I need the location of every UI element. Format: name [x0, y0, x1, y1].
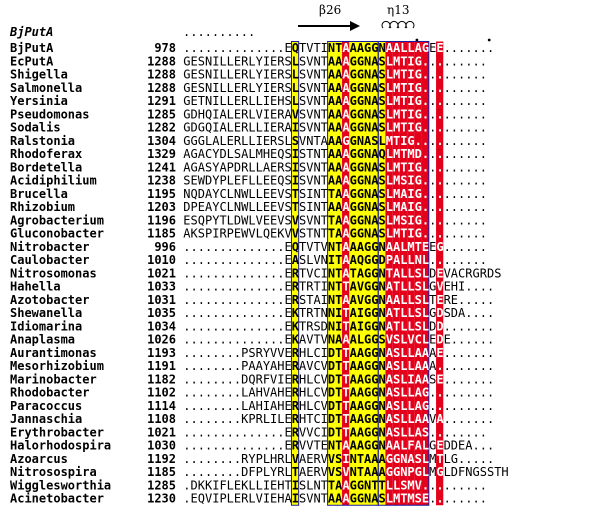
helix-turn: [390, 21, 398, 28]
alignment-row: [10, 41, 494, 55]
species-name: Nitrosomonas: [10, 266, 97, 281]
species-name: Erythrobacter: [10, 425, 104, 440]
start-position: 1031: [147, 292, 176, 307]
alignment-row: [10, 372, 494, 386]
start-position: 1010: [147, 253, 176, 267]
species-name: Agrobacterium: [10, 213, 104, 228]
start-position: 996: [154, 239, 176, 254]
residue-sequence: GGGLALERLLIERSLSVNTAAAGGNASLMTIG..........: [183, 133, 487, 148]
alignment-row: [10, 293, 494, 307]
residue-sequence: ..............ERTVCINTATAGGNTALLSLDEVACRGRDS: [183, 266, 502, 281]
alignment-row: [10, 240, 487, 254]
residue-sequence: ........PAAYAHERAVCVDTTAAGGNASLLAAA........: [183, 359, 495, 373]
species-name: Ralstonia: [10, 133, 76, 148]
species-name: Rhodoferax: [10, 147, 83, 161]
residue-sequence: GESNILLERLYIERSLSVNTAAAGGNASLMTIG.........: [183, 54, 487, 69]
residue-sequence: .EQVIPLERLVIEHAISVNTAAAGGNASLMTMSE........: [183, 491, 487, 506]
start-position: 1203: [147, 200, 176, 214]
start-position: 1026: [147, 332, 176, 347]
alignment-row: [10, 121, 487, 135]
species-name: Aurantimonas: [10, 345, 97, 360]
residue-sequence: ..............ERSTAINTAAVGGNAALLSLTERE.....: [183, 292, 495, 307]
helix-turn: [382, 21, 390, 28]
residue-sequence: GESNILLERLYIERSLSVNTAAAGGNASLMTIG.........: [183, 80, 487, 95]
alignment-row: [10, 359, 494, 373]
species-name: Shigella: [10, 67, 68, 82]
residue-sequence: GDHQIALERLVIERAVSVNTAAAGGNASLMTIG.........: [183, 107, 487, 122]
helix-turn: [406, 21, 414, 28]
alignment-row: [10, 253, 487, 267]
species-name: Salmonella: [10, 80, 83, 95]
alignment-row: [10, 280, 494, 294]
alignment-row: [10, 492, 487, 506]
residue-sequence: ........KPRLILERHTCIDTTAAGGNASLLAAVA.......: [183, 412, 495, 426]
species-name: Hahella: [10, 279, 61, 294]
species-name: Anaplasma: [10, 332, 76, 347]
reference-sequence: ..........: [183, 25, 256, 39]
start-position: 1191: [147, 359, 176, 373]
helix-turn: [398, 21, 406, 28]
alignment-row: [10, 213, 487, 227]
species-name: Jannaschia: [10, 412, 83, 426]
alignment-row: [10, 68, 487, 82]
species-name: Halorhodospira: [10, 438, 112, 453]
residue-sequence: GETNILLERLLIEHSLSVNTAAAGGNASLMTIG.........: [183, 94, 487, 108]
alignment-row: [10, 386, 494, 400]
alignment-row: [10, 94, 487, 108]
residue-sequence: ........DQRFVIERHLCVDTTAAGGNASLIAASE.......: [183, 372, 495, 387]
residue-sequence: ..............EKTRTNNITAIGGNATLLSLGDSDA....: [183, 306, 495, 320]
alignment-row: [10, 465, 509, 479]
alignment-row: [10, 425, 487, 439]
residue-sequence: ........PSRYVVERHLCIDTTAAGGNASLLAAAE.......: [183, 345, 495, 360]
species-name: Acinetobacter: [10, 491, 104, 506]
residue-sequence: GDGQIALERLLIERAISVNTAAAGGNASLMTIG.........: [183, 120, 487, 135]
residue-sequence: ..............EQTVTVNTAAAGGNAALMTEEG......: [183, 239, 487, 254]
species-name: Nitrobacter: [10, 239, 90, 254]
beta-strand-arrow: [298, 21, 360, 31]
residue-sequence: SEWDYPLEFLLEEQSISVNTAAAGGNASLMSIG.........: [183, 173, 487, 188]
residue-sequence: ..............EASLVNITAAQGGDPALLNL........: [183, 253, 487, 267]
alignment-row: [10, 134, 487, 148]
alignment-row: [10, 412, 494, 426]
start-position: 1285: [147, 107, 176, 122]
alignment-row: [10, 266, 501, 280]
reference-label: BjPutA: [10, 25, 54, 39]
species-name: Caulobacter: [10, 253, 90, 267]
residue-sequence: AGACYDLSALMHEQSISTNTAAAGGNAQLMTMD.........: [183, 147, 487, 161]
residue-sequence: AKSPIRPEWVLQEKVVSTNTTAAGGNASLMTIG.........: [183, 226, 487, 241]
species-name: Rhodobacter: [10, 385, 90, 400]
alignment-row: [10, 81, 487, 95]
species-name: Pseudomonas: [10, 107, 90, 122]
eta-helix-coil: [382, 21, 414, 28]
residue-sequence: .DKKIFLEKLLIEHTISLNTTAAGGNTTLLSMV.........: [183, 478, 487, 493]
species-name: Nitrosospira: [10, 465, 97, 479]
residue-sequence: GESNILLERLYIERSLSVNTAAAGGNASLMTIG.........: [183, 67, 487, 82]
species-name: Sodalis: [10, 120, 61, 135]
species-name: Idiomarina: [10, 319, 83, 334]
start-position: 1021: [147, 266, 176, 281]
start-position: 1034: [147, 319, 176, 334]
species-name: Paracoccus: [10, 398, 83, 413]
start-position: 1102: [147, 385, 176, 400]
start-position: 1304: [147, 133, 176, 148]
alignment-row: [10, 227, 487, 241]
start-position: 978: [154, 41, 176, 55]
species-name: BjPutA: [10, 41, 54, 55]
residue-sequence: ..............ERVVTENTAAAGGNAALFALGEDDEA...: [183, 438, 495, 453]
start-position: 1185: [147, 226, 176, 241]
start-position: 1288: [147, 80, 176, 95]
start-position: 1230: [147, 491, 176, 506]
start-position: 1291: [147, 94, 176, 108]
sequence-text-layer: [10, 41, 509, 506]
alignment-row: [10, 306, 494, 320]
helix-label: η13: [387, 3, 410, 17]
residue-sequence: NQDAYCLNWLLEEVSTSINTTAAGGNASLMAIG.........: [183, 186, 487, 201]
species-name: Azoarcus: [10, 451, 68, 466]
residue-sequence: ........LAHVAHERHLCVDTTAAGGNASLLAG.........: [183, 385, 495, 400]
start-position: 1288: [147, 54, 176, 69]
species-name: Shewanella: [10, 306, 83, 320]
start-position: 1035: [147, 306, 176, 320]
residue-sequence: AGASYAPDRLLAERSISVNTAAAGGNASLMTIG.........: [183, 160, 487, 175]
alignment-row: [10, 187, 487, 201]
species-name: Yersinia: [10, 94, 68, 108]
species-name: Azotobacter: [10, 292, 90, 307]
alignment-row: [10, 399, 494, 413]
start-position: 1288: [147, 67, 176, 82]
residue-sequence: ........RYPLHRLVAERVVSINTAAAGGNASLMTLG.....: [183, 451, 495, 466]
start-position: 1241: [147, 160, 176, 175]
alignment-row: [10, 147, 487, 161]
start-position: 1185: [147, 465, 176, 479]
alignment-row: [10, 160, 487, 174]
header-layer: [9, 3, 491, 41]
species-name: Marinobacter: [10, 372, 97, 387]
start-position: 1192: [147, 451, 176, 466]
alignment-row: [10, 319, 494, 333]
residue-sequence: ..............ERTRTINTTAVGGNATLLSLGVEHI....: [183, 279, 495, 294]
start-position: 1196: [147, 213, 176, 228]
start-position: 1108: [147, 412, 176, 426]
species-name: EcPutA: [10, 54, 54, 69]
alignment-row: [10, 333, 494, 347]
species-name: Rhizobium: [10, 200, 76, 214]
residue-sequence: ..............EKTRSDNITAIGGNATLLSLDD.......: [183, 319, 495, 334]
start-position: 1021: [147, 425, 176, 440]
residue-sequence: DPEAYCLNWLLEEVSTSINTAAAGGNASLMAIG.........: [183, 200, 487, 214]
start-position: 1033: [147, 279, 176, 294]
species-name: Bordetella: [10, 160, 83, 175]
alignment-row: [10, 107, 487, 121]
residue-sequence: ..............EKAVTVNAAALGGSVSLVCLEDE......: [183, 332, 495, 347]
strand-label: β26: [319, 3, 342, 17]
start-position: 1193: [147, 345, 176, 360]
residue-sequence: ........LAHIAHERHLCVDTTAAGGNASLLAG.........: [183, 398, 495, 413]
start-position: 1182: [147, 372, 176, 387]
species-name: Acidiphilium: [10, 173, 97, 188]
start-position: 1114: [147, 398, 176, 413]
alignment-row: [10, 54, 487, 68]
start-position: 1329: [147, 147, 176, 161]
start-position: 1195: [147, 186, 176, 201]
alignment-row: [10, 439, 494, 453]
species-name: Brucella: [10, 186, 68, 201]
start-position: 1282: [147, 120, 176, 135]
start-position: 1238: [147, 173, 176, 188]
alignment-row: [10, 346, 494, 360]
alignment-row: [10, 174, 487, 188]
start-position: 1030: [147, 438, 176, 453]
residue-sequence: ESQPYTLDWLVEEVSVSVNTTAAGGNASLMSIG.........: [183, 213, 487, 228]
species-name: Gluconobacter: [10, 226, 104, 241]
residue-sequence: ..............ERVVCIDTTAAGGNASLLAS........: [183, 425, 487, 440]
alignment-row: [10, 200, 487, 214]
species-name: Mesorhizobium: [10, 359, 104, 373]
residue-sequence: ..............EQTVTINTAAAGGNAALLAGEE.......: [183, 41, 495, 55]
species-name: Wigglesworthia: [10, 478, 112, 493]
alignment-row: [10, 478, 487, 492]
alignment-row: [10, 452, 494, 466]
start-position: 1285: [147, 478, 176, 493]
residue-sequence: ........DFPLYRLTAERVVSVNTAAAGGNPGLMGLDFNGSSTH: [183, 465, 509, 479]
